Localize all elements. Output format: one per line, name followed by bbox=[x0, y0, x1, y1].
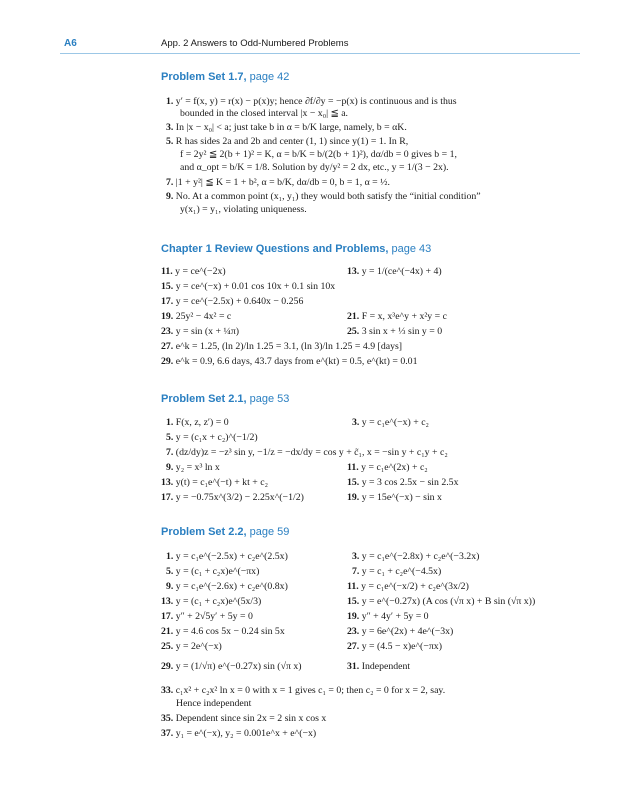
page-number: A6 bbox=[64, 38, 77, 49]
header-rule bbox=[60, 53, 580, 54]
answer-item: 3. y = c₁e^(−x) + c₂ bbox=[352, 417, 429, 428]
page-header bbox=[0, 38, 639, 54]
answer-item: Hence independent bbox=[176, 698, 252, 709]
answer-item: 3. In |x − x₀| < a; just take b in α = b/K large, namely, b = αK. bbox=[166, 122, 407, 133]
answer-item: 3. y = c₁e^(−2.8x) + c₂e^(−3.2x) bbox=[352, 551, 480, 562]
answer-item: 5. y = (c₁ + c₂x)e^(−πx) bbox=[166, 566, 260, 577]
answer-item: 15. y = ce^(−x) + 0.01 cos 10x + 0.1 sin 10x bbox=[161, 281, 336, 292]
answer-item: 29. e^k = 0.9, 6.6 days, 43.7 days from e^(kt) = 0.5, e^(kt) = 0.01 bbox=[161, 356, 418, 367]
answer-item: 31. Independent bbox=[347, 661, 411, 672]
answer-item: 9. y₂ = x³ ln x bbox=[166, 462, 220, 473]
section-title-ps-2-2: Problem Set 2.2, page 59 bbox=[161, 526, 290, 538]
answer-item: 13. y(t) = c₁e^(−t) + kt + c₂ bbox=[161, 477, 268, 488]
answer-item: bounded in the closed interval |x − x₀| ≦ a. bbox=[180, 108, 348, 119]
answer-item: 17. y″ + 2√5y′ + 5y = 0 bbox=[161, 611, 253, 622]
answer-item: 9. y = c₁e^(−2.6x) + c₂e^(0.8x) bbox=[166, 581, 288, 592]
answer-item: y(x₁) = y₁, violating uniqueness. bbox=[180, 204, 307, 215]
answer-item: 5. y = (c₁x + c₂)^(−1/2) bbox=[166, 432, 258, 443]
answer-item: 27. e^k = 1.25, (ln 2)/ln 1.25 = 3.1, (ln 3)/ln 1.25 = 4.9 [days] bbox=[161, 341, 403, 352]
answer-item: 25. y = 2e^(−x) bbox=[161, 641, 222, 652]
section-title-ps-1-7: Problem Set 1.7, page 42 bbox=[161, 71, 290, 83]
section-title-chapter-1-review: Chapter 1 Review Questions and Problems, page 43 bbox=[161, 243, 432, 255]
answer-item: 25. 3 sin x + ⅓ sin y = 0 bbox=[347, 326, 443, 337]
answer-item: 37. y₁ = e^(−x), y₂ = 0.001e^x + e^(−x) bbox=[161, 728, 317, 739]
answer-item: 21. y = 4.6 cos 5x − 0.24 sin 5x bbox=[161, 626, 285, 637]
answer-item: 23. y = sin (x + ¼π) bbox=[161, 326, 240, 337]
answer-item: f = 2y² ≦ 2(b + 1)² = K, α = b/K = b/(2(b + 1)²), dα/db = 0 gives b = 1, bbox=[180, 149, 457, 160]
answer-item: 11. y = c₁e^(−x/2) + c₂e^(3x/2) bbox=[347, 581, 469, 592]
answer-item: 15. y = 3 cos 2.5x − sin 2.5x bbox=[347, 477, 459, 488]
answer-item: 33. c₁x² + c₂x² ln x = 0 with x = 1 gives c₁ = 0; then c₂ = 0 for x = 2, say. bbox=[161, 685, 446, 696]
answer-item: 7. (dz/dy)z = −z³ sin y, −1/z = −dx/dy = cos y + c̃₁, x = −sin y + c₁y + c₂ bbox=[166, 447, 448, 458]
answer-item: 5. R has sides 2a and 2b and center (1, 1) since y(1) = 1. In R, bbox=[166, 136, 409, 147]
answer-item: 11. y = ce^(−2x) bbox=[161, 266, 226, 277]
answer-item: 21. F = x, x³e^y + x²y = c bbox=[347, 311, 447, 322]
answer-item: 1. y′ = f(x, y) = r(x) − p(x)y; hence ∂f/∂y = −p(x) is continuous and is thus bbox=[166, 96, 457, 107]
answer-item: 9. No. At a common point (x₁, y₁) they would both satisfy the “initial condition” bbox=[166, 191, 481, 202]
answer-item: 19. y″ + 4y′ + 5y = 0 bbox=[347, 611, 429, 622]
answer-item: 1. F(x, z, z′) = 0 bbox=[166, 417, 229, 428]
answer-item: 23. y = 6e^(2x) + 4e^(−3x) bbox=[347, 626, 454, 637]
answer-item: 35. Dependent since sin 2x = 2 sin x cos x bbox=[161, 713, 327, 724]
answer-item: 11. y = c₁e^(2x) + c₂ bbox=[347, 462, 428, 473]
answer-item: and α_opt = b/K = 1/8. Solution by dy/y² = 2 dx, etc., y = 1/(3 − 2x). bbox=[180, 162, 449, 173]
section-title-ps-2-1: Problem Set 2.1, page 53 bbox=[161, 393, 290, 405]
answer-item: 13. y = 1/(ce^(−4x) + 4) bbox=[347, 266, 442, 277]
running-title: App. 2 Answers to Odd-Numbered Problems bbox=[161, 38, 349, 49]
answer-item: 19. 25y² − 4x² = c bbox=[161, 311, 232, 322]
answer-item: 27. y = (4.5 − x)e^(−πx) bbox=[347, 641, 442, 652]
answer-item: 7. |1 + y²| ≦ K = 1 + b², α = b/K, dα/db = 0, b = 1, α = ½. bbox=[166, 177, 390, 188]
answer-item: 17. y = ce^(−2.5x) + 0.640x − 0.256 bbox=[161, 296, 304, 307]
answer-item: 17. y = −0.75x^(3/2) − 2.25x^(−1/2) bbox=[161, 492, 304, 503]
answer-item: 19. y = 15e^(−x) − sin x bbox=[347, 492, 442, 503]
answer-item: 15. y = e^(−0.27x) (A cos (√π x) + B sin (√π x)) bbox=[347, 596, 536, 607]
answer-item: 1. y = c₁e^(−2.5x) + c₂e^(2.5x) bbox=[166, 551, 288, 562]
answer-item: 13. y = (c₁ + c₂x)e^(5x/3) bbox=[161, 596, 262, 607]
answer-item: 7. y = c₁ + c₂e^(−4.5x) bbox=[352, 566, 442, 577]
answer-item: 29. y = (1/√π) e^(−0.27x) sin (√π x) bbox=[161, 661, 302, 672]
